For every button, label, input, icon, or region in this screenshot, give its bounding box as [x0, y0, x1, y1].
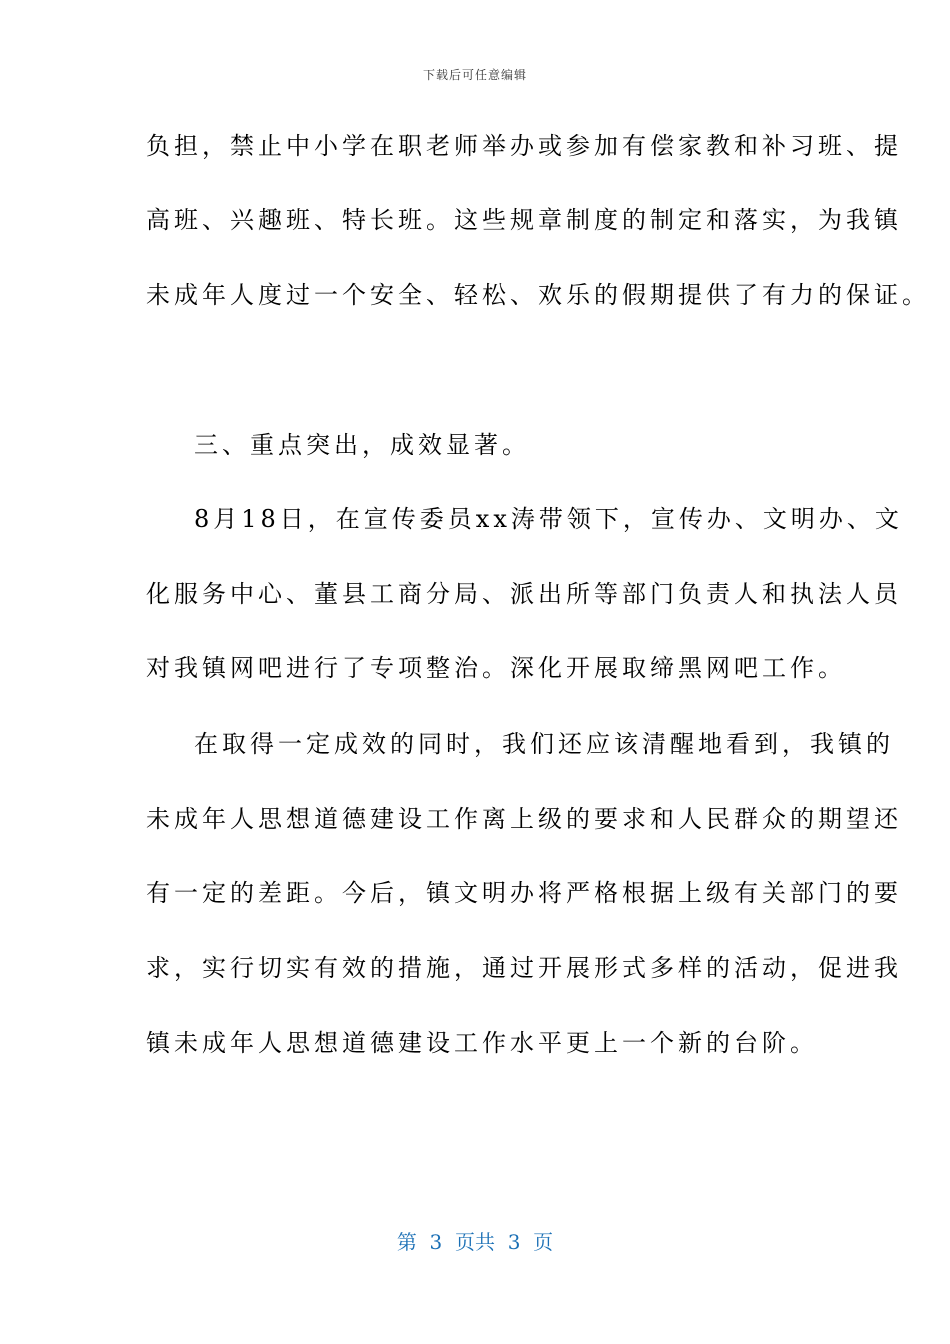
text-line-11: 求，实行切实有效的措施，通过开展形式多样的活动，促进我: [146, 954, 902, 982]
text-line-10: 有一定的差距。今后，镇文明办将严格根据上级有关部门的要: [146, 879, 902, 907]
text-line-2: 高班、兴趣班、特长班。这些规章制度的制定和落实，为我镇: [146, 206, 902, 234]
text-line-6: 化服务中心、董县工商分局、派出所等部门负责人和执法人员: [146, 580, 902, 608]
section-heading: 三、重点突出，成效显著。: [194, 431, 530, 459]
text-line-7: 对我镇网吧进行了专项整治。深化开展取缔黑网吧工作。: [146, 654, 846, 682]
text-line-3: 未成年人度过一个安全、轻松、欢乐的假期提供了有力的保证。: [146, 281, 930, 309]
text-line-12: 镇未成年人思想道德建设工作水平更上一个新的台阶。: [146, 1029, 818, 1057]
text-line-5: 8月18日，在宣传委员xx涛带领下，宣传办、文明办、文: [194, 505, 903, 533]
text-line-9: 未成年人思想道德建设工作离上级的要求和人民群众的期望还: [146, 805, 902, 833]
text-line-1: 负担，禁止中小学在职老师举办或参加有偿家教和补习班、提: [146, 132, 902, 160]
header-note: 下载后可任意编辑: [422, 68, 527, 82]
text-line-8: 在取得一定成效的同时，我们还应该清醒地看到，我镇的: [194, 730, 894, 758]
page-footer: 第 3 页共 3 页: [396, 1230, 554, 1254]
